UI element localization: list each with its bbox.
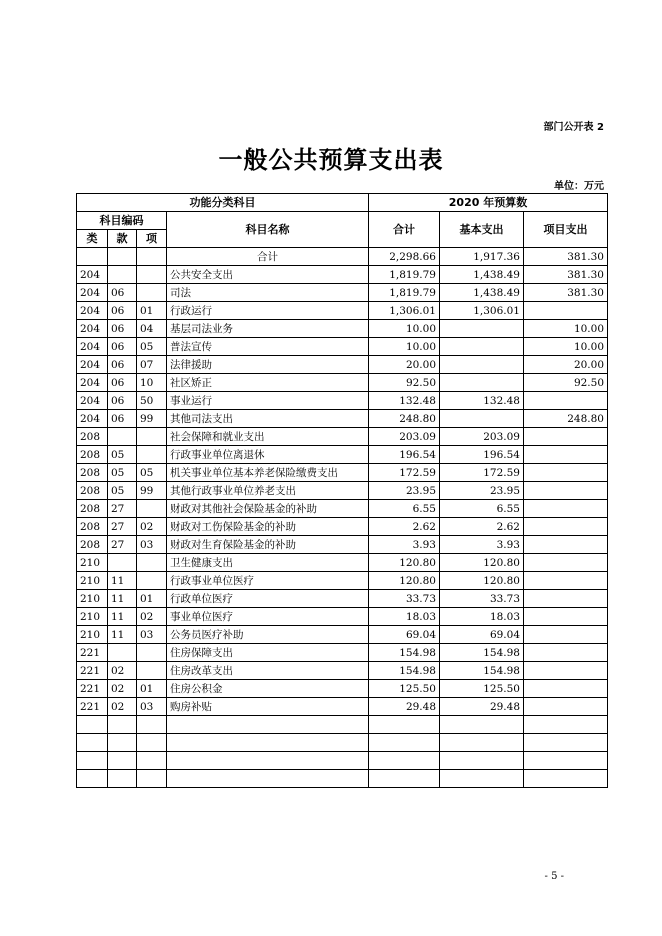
cell-project [524, 554, 608, 572]
cell-lei: 221 [77, 662, 108, 680]
cell-lei: 208 [77, 428, 108, 446]
table-row [77, 446, 608, 464]
table-body [77, 248, 608, 788]
table-row [77, 518, 608, 536]
cell-name: 财政对工伤保险基金的补助 [167, 518, 369, 536]
cell-project [524, 752, 608, 770]
table-row [77, 428, 608, 446]
table-row [77, 662, 608, 680]
cell-xiang: 03 [137, 626, 167, 644]
cell-basic: 3.93 [440, 536, 524, 554]
table-row [77, 716, 608, 734]
cell-project [524, 446, 608, 464]
cell-total: 10.00 [369, 338, 440, 356]
cell-name [167, 752, 369, 770]
cell-basic: 1,438.49 [440, 266, 524, 284]
table-row [77, 374, 608, 392]
cell-total: 20.00 [369, 356, 440, 374]
cell-lei: 221 [77, 698, 108, 716]
xiang-header: 项 [137, 230, 167, 248]
cell-total: 203.09 [369, 428, 440, 446]
cell-name: 机关事业单位基本养老保险缴费支出 [167, 464, 369, 482]
cell-total: 172.59 [369, 464, 440, 482]
name-header: 科目名称 [167, 212, 369, 248]
cell-xiang [137, 770, 167, 788]
cell-name: 卫生健康支出 [167, 554, 369, 572]
cell-lei: 210 [77, 626, 108, 644]
cell-kuan: 27 [108, 500, 137, 518]
cell-total: 120.80 [369, 554, 440, 572]
table-row [77, 734, 608, 752]
lei-header: 类 [77, 230, 108, 248]
cell-total [369, 770, 440, 788]
cell-kuan [108, 428, 137, 446]
cell-lei: 221 [77, 680, 108, 698]
cell-xiang [137, 662, 167, 680]
cell-total: 69.04 [369, 626, 440, 644]
cell-basic: 203.09 [440, 428, 524, 446]
table-row [77, 410, 608, 428]
cell-basic [440, 410, 524, 428]
cell-xiang [137, 428, 167, 446]
table-row [77, 752, 608, 770]
cell-lei: 210 [77, 590, 108, 608]
cell-lei: 208 [77, 482, 108, 500]
cell-basic: 23.95 [440, 482, 524, 500]
cell-total: 196.54 [369, 446, 440, 464]
code-header: 科目编码 [77, 212, 167, 230]
cell-xiang [137, 248, 167, 266]
cell-name [167, 734, 369, 752]
cell-kuan: 05 [108, 482, 137, 500]
cell-name: 行政运行 [167, 302, 369, 320]
cell-xiang [137, 734, 167, 752]
cell-lei: 208 [77, 464, 108, 482]
cell-total [369, 734, 440, 752]
cell-xiang [137, 752, 167, 770]
cell-xiang: 04 [137, 320, 167, 338]
cell-xiang: 10 [137, 374, 167, 392]
cell-project: 248.80 [524, 410, 608, 428]
cell-name: 住房公积金 [167, 680, 369, 698]
cell-kuan: 02 [108, 698, 137, 716]
page-number: - 5 - [544, 871, 564, 882]
cell-basic: 132.48 [440, 392, 524, 410]
cell-basic [440, 770, 524, 788]
cell-xiang: 99 [137, 410, 167, 428]
cell-lei [77, 752, 108, 770]
cell-total: 120.80 [369, 572, 440, 590]
table-row [77, 356, 608, 374]
cell-project [524, 644, 608, 662]
cell-lei: 204 [77, 338, 108, 356]
cell-name: 法律援助 [167, 356, 369, 374]
cell-basic: 120.80 [440, 554, 524, 572]
table-row [77, 572, 608, 590]
cell-total: 3.93 [369, 536, 440, 554]
cell-xiang: 07 [137, 356, 167, 374]
table-row [77, 698, 608, 716]
cell-xiang: 01 [137, 302, 167, 320]
cell-name: 财政对生育保险基金的补助 [167, 536, 369, 554]
cell-xiang: 50 [137, 392, 167, 410]
cell-basic: 1,438.49 [440, 284, 524, 302]
cell-kuan [108, 770, 137, 788]
cell-basic: 120.80 [440, 572, 524, 590]
cell-basic: 6.55 [440, 500, 524, 518]
cell-basic: 1,306.01 [440, 302, 524, 320]
cell-kuan [108, 752, 137, 770]
cell-kuan: 06 [108, 302, 137, 320]
cell-lei [77, 248, 108, 266]
cell-total: 29.48 [369, 698, 440, 716]
table-row [77, 626, 608, 644]
cell-xiang [137, 500, 167, 518]
cell-basic: 29.48 [440, 698, 524, 716]
cell-basic: 172.59 [440, 464, 524, 482]
cell-kuan: 11 [108, 590, 137, 608]
cell-xiang [137, 644, 167, 662]
table-row [77, 392, 608, 410]
cell-kuan [108, 734, 137, 752]
cell-kuan: 27 [108, 518, 137, 536]
cell-total: 92.50 [369, 374, 440, 392]
table-row [77, 338, 608, 356]
unit-label: 单位：万元 [554, 181, 604, 192]
cell-total: 248.80 [369, 410, 440, 428]
cell-xiang [137, 716, 167, 734]
cell-kuan [108, 248, 137, 266]
cell-project [524, 482, 608, 500]
cell-project [524, 518, 608, 536]
cell-xiang [137, 572, 167, 590]
cell-name: 行政单位医疗 [167, 590, 369, 608]
table-row [77, 248, 608, 266]
cell-name: 购房补贴 [167, 698, 369, 716]
cell-project: 381.30 [524, 248, 608, 266]
cell-total: 1,819.79 [369, 266, 440, 284]
cell-project [524, 770, 608, 788]
cell-kuan [108, 716, 137, 734]
cell-lei [77, 734, 108, 752]
cell-lei: 204 [77, 266, 108, 284]
cell-kuan: 06 [108, 284, 137, 302]
cell-name: 住房改革支出 [167, 662, 369, 680]
cell-project: 381.30 [524, 266, 608, 284]
cell-basic: 69.04 [440, 626, 524, 644]
cell-basic: 154.98 [440, 644, 524, 662]
cell-lei: 208 [77, 446, 108, 464]
cell-xiang: 03 [137, 536, 167, 554]
cell-kuan [108, 644, 137, 662]
cell-kuan: 11 [108, 608, 137, 626]
cell-project [524, 662, 608, 680]
group-header-functional: 功能分类科目 [77, 194, 369, 212]
cell-project: 20.00 [524, 356, 608, 374]
cell-lei: 208 [77, 518, 108, 536]
table-number-label: 部门公开表 2 [543, 122, 604, 133]
cell-kuan: 11 [108, 572, 137, 590]
cell-basic [440, 338, 524, 356]
cell-name: 行政事业单位离退休 [167, 446, 369, 464]
cell-kuan: 05 [108, 446, 137, 464]
cell-name: 普法宣传 [167, 338, 369, 356]
cell-lei: 204 [77, 320, 108, 338]
cell-lei: 204 [77, 302, 108, 320]
cell-kuan [108, 266, 137, 284]
total-header: 合计 [369, 212, 440, 248]
cell-xiang: 01 [137, 680, 167, 698]
cell-kuan [108, 554, 137, 572]
table-row [77, 590, 608, 608]
cell-kuan: 06 [108, 320, 137, 338]
cell-total: 2.62 [369, 518, 440, 536]
cell-xiang [137, 266, 167, 284]
cell-kuan: 06 [108, 356, 137, 374]
cell-name: 公务员医疗补助 [167, 626, 369, 644]
cell-project [524, 626, 608, 644]
table-row [77, 608, 608, 626]
cell-basic [440, 356, 524, 374]
cell-name: 财政对其他社会保险基金的补助 [167, 500, 369, 518]
cell-project [524, 464, 608, 482]
cell-project: 92.50 [524, 374, 608, 392]
table-row [77, 302, 608, 320]
cell-xiang: 02 [137, 608, 167, 626]
cell-name: 事业运行 [167, 392, 369, 410]
cell-xiang: 01 [137, 590, 167, 608]
cell-basic: 125.50 [440, 680, 524, 698]
budget-table [76, 193, 608, 788]
cell-kuan: 06 [108, 338, 137, 356]
cell-xiang: 05 [137, 338, 167, 356]
cell-project [524, 536, 608, 554]
cell-xiang [137, 554, 167, 572]
cell-lei: 204 [77, 284, 108, 302]
cell-name: 司法 [167, 284, 369, 302]
cell-basic [440, 752, 524, 770]
cell-kuan: 02 [108, 662, 137, 680]
basic-header: 基本支出 [440, 212, 524, 248]
table-row [77, 770, 608, 788]
cell-name [167, 716, 369, 734]
cell-basic [440, 374, 524, 392]
cell-basic: 1,917.36 [440, 248, 524, 266]
cell-project: 10.00 [524, 320, 608, 338]
cell-lei: 210 [77, 554, 108, 572]
group-header-budget-year: 2020 年预算数 [369, 194, 608, 212]
cell-total: 132.48 [369, 392, 440, 410]
cell-basic [440, 734, 524, 752]
cell-project [524, 734, 608, 752]
cell-kuan: 06 [108, 410, 137, 428]
cell-project [524, 680, 608, 698]
cell-project: 381.30 [524, 284, 608, 302]
cell-name: 社区矫正 [167, 374, 369, 392]
cell-kuan: 27 [108, 536, 137, 554]
cell-total: 23.95 [369, 482, 440, 500]
project-header: 项目支出 [524, 212, 608, 248]
cell-project [524, 500, 608, 518]
table-row [77, 554, 608, 572]
cell-basic: 18.03 [440, 608, 524, 626]
cell-basic [440, 716, 524, 734]
cell-total: 2,298.66 [369, 248, 440, 266]
cell-project [524, 608, 608, 626]
cell-kuan: 02 [108, 680, 137, 698]
cell-lei: 210 [77, 572, 108, 590]
cell-total [369, 716, 440, 734]
cell-project [524, 716, 608, 734]
cell-name [167, 770, 369, 788]
table-row [77, 500, 608, 518]
table-row [77, 680, 608, 698]
cell-basic: 33.73 [440, 590, 524, 608]
table-row [77, 320, 608, 338]
cell-project [524, 302, 608, 320]
cell-project [524, 428, 608, 446]
cell-name: 公共安全支出 [167, 266, 369, 284]
cell-kuan: 05 [108, 464, 137, 482]
cell-basic [440, 320, 524, 338]
table-row [77, 464, 608, 482]
cell-lei [77, 770, 108, 788]
cell-kuan: 06 [108, 392, 137, 410]
table-row [77, 482, 608, 500]
cell-xiang: 99 [137, 482, 167, 500]
cell-total: 154.98 [369, 662, 440, 680]
cell-xiang: 05 [137, 464, 167, 482]
cell-xiang [137, 446, 167, 464]
cell-name: 其他行政事业单位养老支出 [167, 482, 369, 500]
cell-project [524, 572, 608, 590]
cell-total: 18.03 [369, 608, 440, 626]
cell-name: 行政事业单位医疗 [167, 572, 369, 590]
cell-xiang [137, 284, 167, 302]
cell-xiang: 03 [137, 698, 167, 716]
cell-total: 1,819.79 [369, 284, 440, 302]
cell-lei: 221 [77, 644, 108, 662]
cell-project: 10.00 [524, 338, 608, 356]
cell-name: 住房保障支出 [167, 644, 369, 662]
cell-lei: 210 [77, 608, 108, 626]
table-row [77, 266, 608, 284]
table-row [77, 536, 608, 554]
cell-kuan: 11 [108, 626, 137, 644]
cell-name: 事业单位医疗 [167, 608, 369, 626]
cell-lei: 208 [77, 536, 108, 554]
cell-lei: 204 [77, 392, 108, 410]
cell-basic: 196.54 [440, 446, 524, 464]
page-title: 一般公共预算支出表 [218, 146, 444, 174]
cell-total: 6.55 [369, 500, 440, 518]
cell-project [524, 590, 608, 608]
table-row [77, 284, 608, 302]
cell-project [524, 698, 608, 716]
cell-basic: 154.98 [440, 662, 524, 680]
cell-lei: 204 [77, 410, 108, 428]
cell-total: 10.00 [369, 320, 440, 338]
cell-total: 33.73 [369, 590, 440, 608]
cell-xiang: 02 [137, 518, 167, 536]
cell-total: 154.98 [369, 644, 440, 662]
cell-basic: 2.62 [440, 518, 524, 536]
table-header [77, 194, 608, 248]
cell-name: 其他司法支出 [167, 410, 369, 428]
table-row [77, 644, 608, 662]
cell-total: 1,306.01 [369, 302, 440, 320]
cell-lei: 204 [77, 374, 108, 392]
kuan-header: 款 [108, 230, 137, 248]
cell-project [524, 392, 608, 410]
cell-total: 125.50 [369, 680, 440, 698]
cell-lei: 204 [77, 356, 108, 374]
cell-name: 合计 [167, 248, 369, 266]
cell-lei [77, 716, 108, 734]
cell-total [369, 752, 440, 770]
cell-kuan: 06 [108, 374, 137, 392]
cell-name: 社会保障和就业支出 [167, 428, 369, 446]
cell-lei: 208 [77, 500, 108, 518]
cell-name: 基层司法业务 [167, 320, 369, 338]
